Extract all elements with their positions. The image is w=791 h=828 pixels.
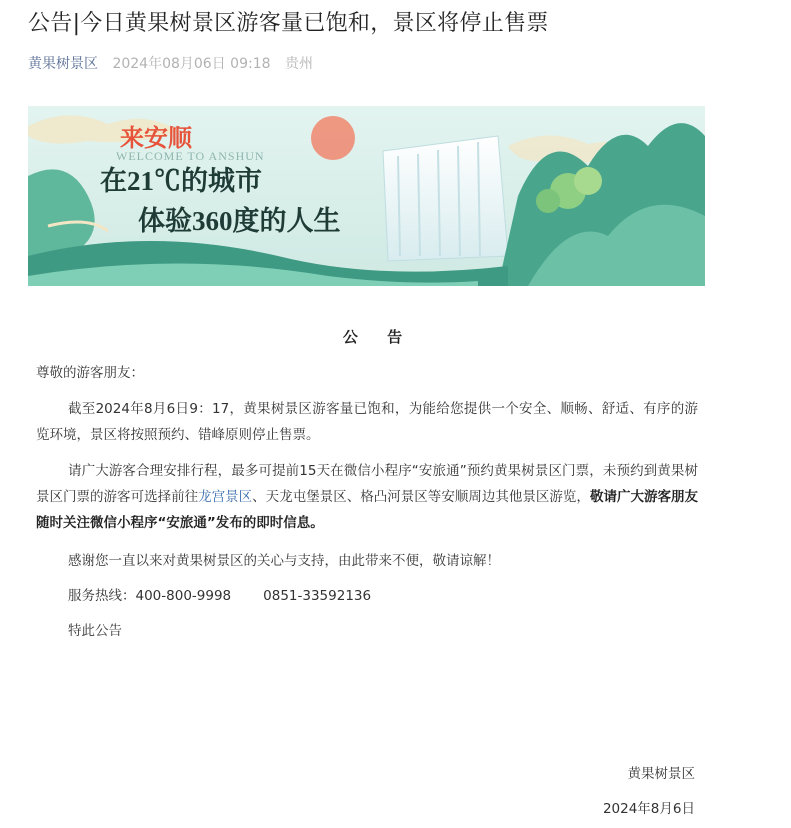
signature-date: 2024年8月6日 xyxy=(602,801,695,817)
hotline-number-2: 0851-33592136 xyxy=(263,588,372,604)
notice-paragraph-2 xyxy=(36,458,698,536)
notice-paragraph-3: 感谢您一直以来对黄果树景区的关心与支持，由此带来不便，敬请谅解！ xyxy=(68,553,500,569)
banner-line3: 体验360度的人生 xyxy=(138,206,341,236)
p2-bold-notice: 敬请广大游客朋友随时关注微信小程序“安旅通”发布的即时信息。 xyxy=(36,489,699,531)
banner-line2: 在21℃的城市 xyxy=(100,166,262,196)
publish-location: 贵州 xyxy=(284,56,313,72)
waterfall-shape xyxy=(383,136,508,261)
hotline-number-1: 400-800-9998 xyxy=(135,588,232,604)
notice-heading: 公 告 xyxy=(342,328,415,346)
banner-image xyxy=(28,106,705,286)
sun-shape xyxy=(311,116,355,160)
publish-date: 2024年08月06日 09:18 xyxy=(112,56,271,72)
banner-subtitle: WELCOME TO ANSHUN xyxy=(116,149,265,163)
banner-line1: 来安顺 xyxy=(120,126,192,152)
hotline-line xyxy=(36,583,698,609)
notice-paragraph-1: 截至2024年8月6日9：17，黄果树景区游客量已饱和，为能给您提供一个安全、顺畅、舒适、有序的游览环境，景区将按照预约、错峰原则停止售票。 xyxy=(36,401,698,443)
p2-text-part1: 请广大游客合理安排行程，最多可提前15天在微信小程序“安旅通”预约黄果树景区门票，未预约到黄果树景区门票的游客可选择前往 xyxy=(36,463,698,505)
p2-text-part2: 、天龙屯堡景区、格凸河景区等安顺周边其他景区游览， xyxy=(252,489,590,505)
closing-line: 特此公告 xyxy=(68,623,122,639)
article-meta xyxy=(28,54,313,74)
longgong-link[interactable]: 龙宫景区 xyxy=(198,489,253,505)
hotline-label: 服务热线： xyxy=(68,588,136,604)
notice-greeting: 尊敬的游客朋友： xyxy=(36,365,144,381)
account-name-link[interactable]: 黄果树景区 xyxy=(28,56,98,72)
article-title: 公告|今日黄果树景区游客量已饱和，景区将停止售票 xyxy=(28,11,549,36)
signature: 黄果树景区 xyxy=(627,766,695,782)
